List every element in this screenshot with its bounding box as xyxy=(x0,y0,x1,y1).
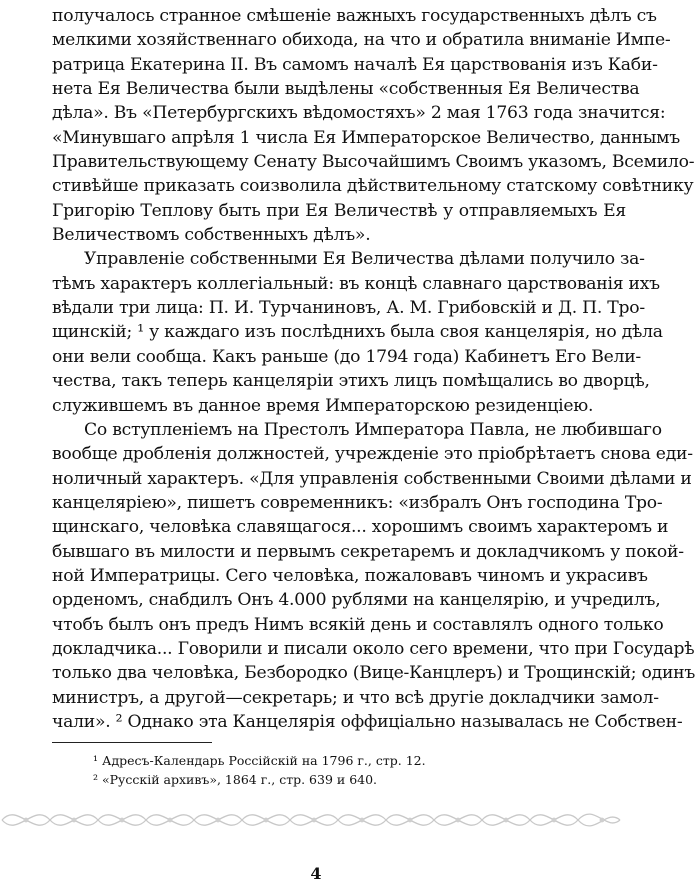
text-line: Правительствующему Сенату Высочайшимъ Своимъ указомъ, Всемило- xyxy=(52,152,695,173)
text-line: щинскій; ¹ у каждаго изъ послѣднихъ была своя канцелярія, но дѣла xyxy=(52,322,663,343)
decorative-ornament-band xyxy=(0,796,622,844)
text-line: ноличный характеръ. «Для управленія собственными Своими дѣлами и xyxy=(52,468,692,489)
text-line: стивѣйше приказать соизволила дѣйствительному статскому совѣтнику xyxy=(52,176,694,197)
text-line: бывшаго въ милости и первымъ секретаремъ и докладчикомъ у покой- xyxy=(52,541,684,562)
text-line: Величествомъ собственныхъ дѣлъ». xyxy=(52,225,371,246)
text-line: орденомъ, снабдилъ Онъ 4.000 рублями на канцелярію, и учредилъ, xyxy=(52,590,661,611)
footnote: ¹ Адресъ-Календарь Россійскій на 1796 г., стр. 12. xyxy=(93,753,426,768)
footnotes xyxy=(93,751,593,789)
text-line: канцеляріею», пишетъ современникъ: «избралъ Онъ господина Тро- xyxy=(52,492,663,513)
page-number: 4 xyxy=(310,864,322,883)
body-text xyxy=(52,4,695,734)
text-line: Григорію Теплову быть при Ея Величествѣ у отправляемыхъ Ея xyxy=(52,200,626,221)
text-line: Управленіе собственными Ея Величества дѣлами получило за- xyxy=(84,249,645,270)
text-line: чества, такъ теперь канцеляріи этихъ лицъ помѣщались во дворцѣ, xyxy=(52,371,650,392)
text-line: тѣмъ характеръ коллегіальный: въ концѣ славнаго царствованія ихъ xyxy=(52,273,660,294)
text-line: чали». ² Однако эта Канцелярія оффиціально называлась не Собствен- xyxy=(52,711,683,732)
text-line: министръ, а другой—секретарь; и что всѣ другіе докладчики замол- xyxy=(52,687,659,708)
text-line: нета Ея Величества были выдѣлены «собственныя Ея Величества xyxy=(52,79,640,100)
text-line: щинскаго, человѣка славящагося... хорошимъ своимъ характеромъ и xyxy=(52,517,669,538)
text-line: Со вступленіемъ на Престолъ Императора Павла, не любившаго xyxy=(84,419,662,440)
text-line: ратрица Екатерина II. Въ самомъ началѣ Ея царствованія изъ Каби- xyxy=(52,54,658,75)
text-line: только два человѣка, Безбородко (Вице-Канцлеръ) и Трощинскій; одинъ xyxy=(52,663,695,684)
footnote: ² «Русскій архивъ», 1864 г., стр. 639 и 640. xyxy=(93,772,378,787)
text-line: «Минувшаго апрѣля 1 числа Ея Императорское Величество, даннымъ xyxy=(52,127,680,148)
text-line: дѣла». Въ «Петербургскихъ вѣдомостяхъ» 2 мая 1763 года значится: xyxy=(52,103,666,124)
text-line: докладчика... Говорили и писали около сего времени, что при Государѣ xyxy=(52,638,695,659)
text-line: служившемъ въ данное время Императорскою резиденціею. xyxy=(52,395,594,416)
text-line: вѣдали три лица: П. И. Турчаниновъ, А. М. Грибовскій и Д. П. Тро- xyxy=(52,298,645,319)
text-line: ной Императрицы. Сего человѣка, пожаловавъ чиномъ и украсивъ xyxy=(52,565,648,586)
text-line: мелкими хозяйственнаго обихода, на что и обратила вниманіе Импе- xyxy=(52,30,671,51)
text-line: вообще дробленія должностей, учрежденіе это пріобрѣтаетъ снова еди- xyxy=(52,444,693,465)
text-line: получалось странное смѣшеніе важныхъ государственныхъ дѣлъ съ xyxy=(52,6,657,26)
footnote-divider xyxy=(52,742,212,743)
text-line: они вели сообща. Какъ раньше (до 1794 года) Кабинетъ Его Вели- xyxy=(52,346,641,367)
text-line: чтобъ былъ онъ предъ Нимъ всякій день и составлялъ одного только xyxy=(52,614,664,635)
